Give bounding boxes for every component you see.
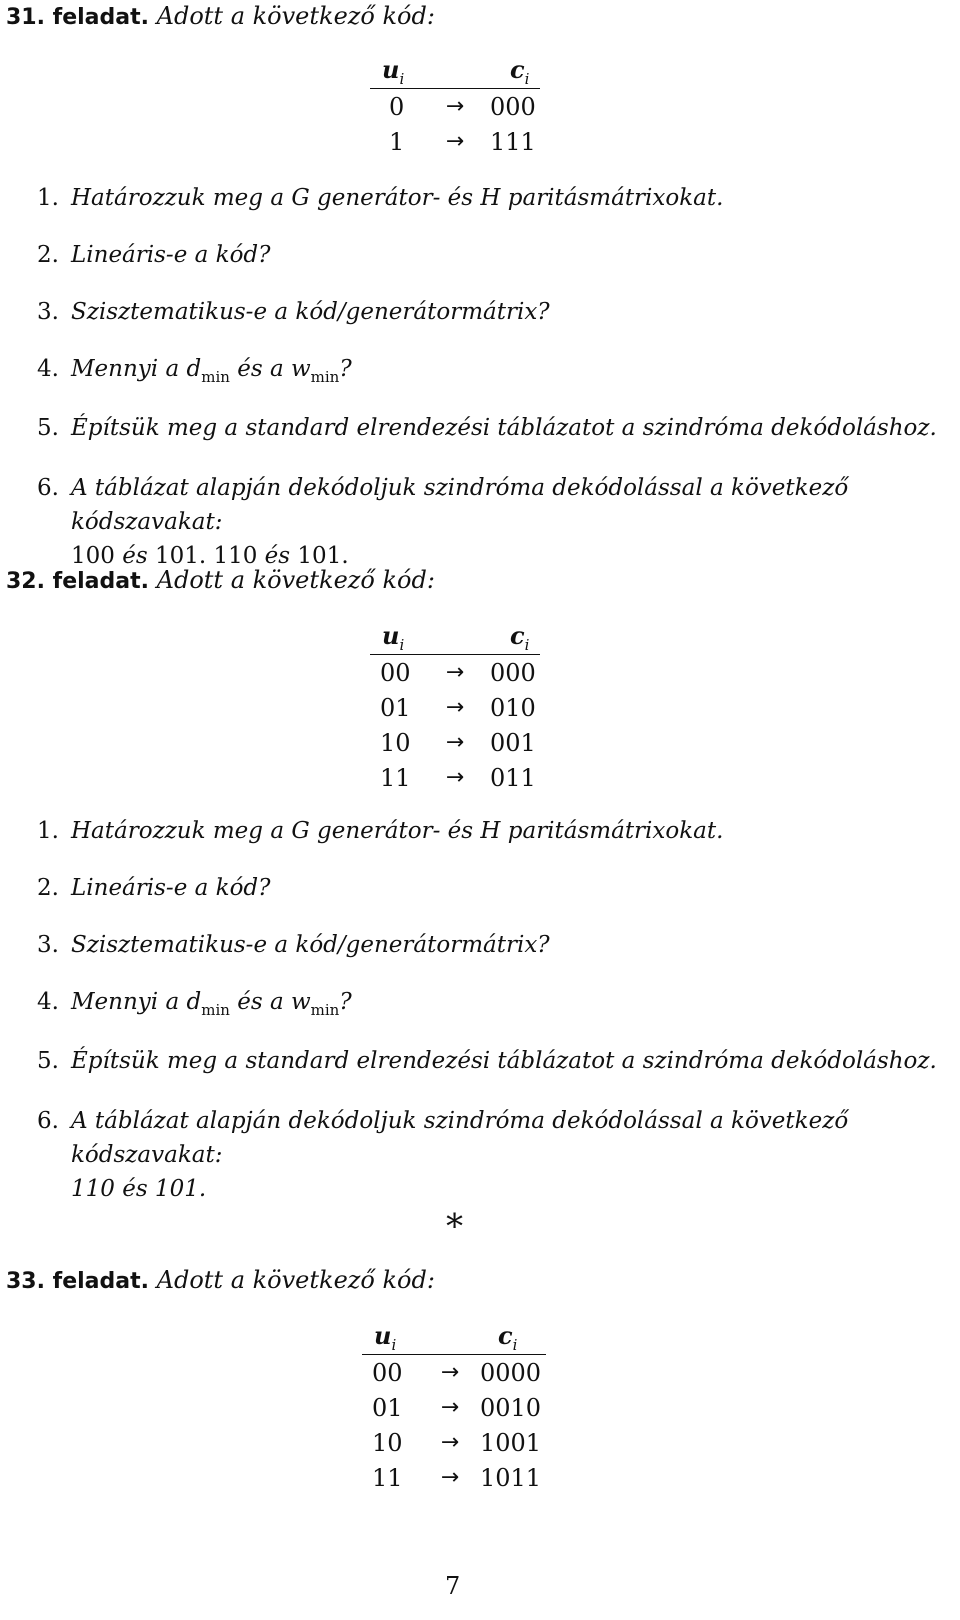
problem-31-questions: [37, 184, 937, 602]
table-row: [362, 1425, 546, 1460]
input-word: 10: [372, 1428, 403, 1457]
codeword: 001: [490, 728, 536, 757]
code-table-header: [370, 620, 540, 655]
input-word: 0: [389, 92, 405, 121]
header-u: $u_i$: [382, 54, 405, 88]
table-row: [370, 89, 540, 125]
arrow-icon: →: [440, 1465, 460, 1490]
codeword: 000: [490, 658, 536, 687]
table-row: [370, 124, 540, 159]
arrow-icon: →: [445, 695, 465, 720]
arrow-icon: →: [445, 765, 465, 790]
codeword: 1011: [480, 1463, 542, 1492]
arrow-icon: →: [445, 94, 465, 119]
problem-33-code-table: [362, 1320, 546, 1495]
input-word: 00: [372, 1358, 403, 1387]
header-u: $u_i$: [374, 1320, 397, 1354]
problem-31-number: 31. feladat.: [6, 5, 149, 30]
problem-32-heading: [6, 566, 435, 594]
list-item: 2. Lineáris-e a kód?: [37, 875, 271, 901]
table-row: [370, 690, 540, 725]
code-table-header: [370, 54, 540, 89]
list-item: 4. Mennyi a $d_{min}$ és a $w_{min}$?: [37, 356, 352, 386]
input-word: 11: [372, 1463, 403, 1492]
arrow-icon: →: [445, 660, 465, 685]
table-row: [370, 655, 540, 691]
list-item: 3. Szisztematikus-e a kód/generátormátrix?: [37, 299, 550, 325]
codeword: 011: [490, 763, 536, 792]
table-row: [370, 760, 540, 795]
codeword: 0010: [480, 1393, 542, 1422]
codeword: 111: [490, 127, 536, 156]
list-item: 3. Szisztematikus-e a kód/generátormátrix?: [37, 932, 550, 958]
input-word: 01: [372, 1393, 403, 1422]
problem-33-heading: [6, 1266, 435, 1294]
arrow-icon: →: [445, 730, 465, 755]
problem-32-code-table: [370, 620, 540, 795]
arrow-icon: →: [440, 1395, 460, 1420]
list-item: 5. Építsük meg a standard elrendezési táblázatot a szindróma dekódoláshoz.: [37, 415, 937, 441]
problem-32-number: 32. feladat.: [6, 569, 149, 594]
codeword: 010: [490, 693, 536, 722]
code-table-header: [362, 1320, 546, 1355]
arrow-icon: →: [440, 1360, 460, 1385]
section-separator-asterisk: ∗: [443, 1200, 467, 1240]
list-item: 1. Határozzuk meg a G generátor- és H paritásmátrixokat.: [37, 818, 724, 844]
arrow-icon: →: [440, 1430, 460, 1455]
list-item: 5. Építsük meg a standard elrendezési táblázatot a szindróma dekódoláshoz.: [37, 1048, 937, 1074]
input-word: 10: [380, 728, 411, 757]
problem-31-code-table: [370, 54, 540, 159]
header-c: $c_i$: [498, 1320, 518, 1354]
problem-32-questions: [37, 817, 937, 1235]
table-row: [362, 1460, 546, 1495]
problem-33-title: Adott a következő kód:: [156, 1266, 435, 1294]
header-c: $c_i$: [510, 54, 530, 88]
page-number: 7: [445, 1572, 461, 1600]
codeword: 0000: [480, 1358, 542, 1387]
table-row: [362, 1390, 546, 1425]
problem-31-title: Adott a következő kód:: [156, 2, 435, 30]
arrow-icon: →: [445, 129, 465, 154]
list-item: 1. Határozzuk meg a G generátor- és H paritásmátrixokat.: [37, 185, 724, 211]
input-word: 01: [380, 693, 411, 722]
input-word: 11: [380, 763, 411, 792]
codeword: 000: [490, 92, 536, 121]
problem-32-title: Adott a következő kód:: [156, 566, 435, 594]
input-word: 1: [389, 127, 405, 156]
codeword: 1001: [480, 1428, 542, 1457]
problem-33-number: 33. feladat.: [6, 1269, 149, 1294]
problem-31-heading: [6, 2, 435, 30]
list-item: 4. Mennyi a $d_{min}$ és a $w_{min}$?: [37, 989, 352, 1019]
list-item: 6. A táblázat alapján dekódoljuk szindróma dekódolással a következő kódszavakat: 100 és 101. 110 és 101.: [37, 475, 849, 569]
input-word: 00: [380, 658, 411, 687]
header-c: $c_i$: [510, 620, 530, 654]
table-row: [362, 1355, 546, 1391]
header-u: $u_i$: [382, 620, 405, 654]
list-item: 6. A táblázat alapján dekódoljuk szindróma dekódolással a következő kódszavakat: 110 és 101.: [37, 1108, 849, 1202]
list-item: 2. Lineáris-e a kód?: [37, 242, 271, 268]
table-row: [370, 725, 540, 760]
